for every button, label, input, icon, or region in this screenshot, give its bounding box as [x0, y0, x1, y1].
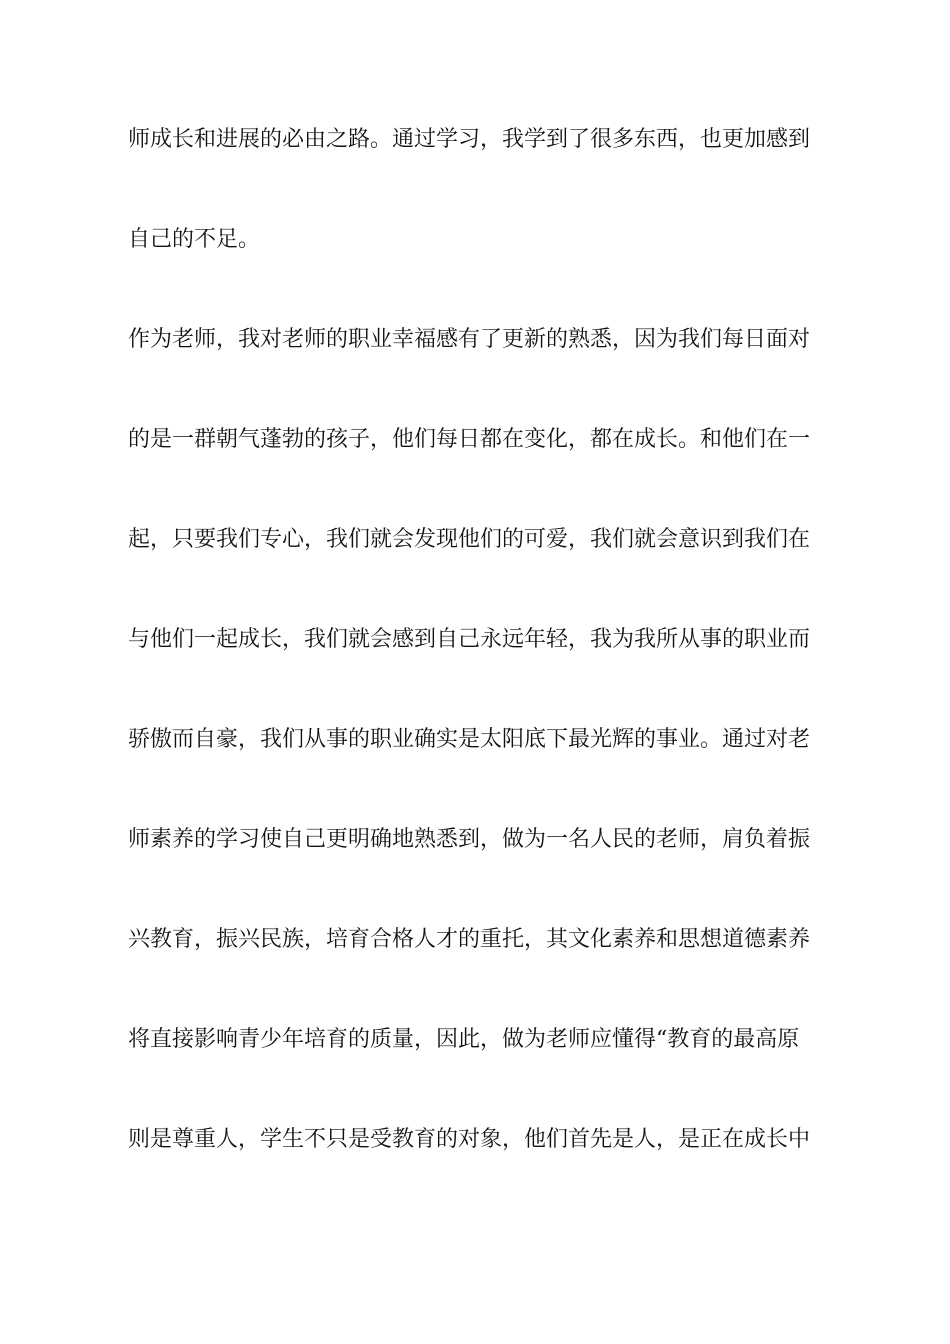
text-line: 兴教育，振兴民族，培育合格人才的重托，其文化素养和思想道德素养: [128, 927, 811, 952]
text-line: 将直接影响青少年培育的质量，因此，做为老师应懂得“教育的最高原: [128, 1027, 800, 1052]
text-line: 的是一群朝气蓬勃的孩子，他们每日都在变化，都在成长。和他们在一: [128, 427, 811, 452]
text-line: 则是尊重人，学生不只是受教育的对象，他们首先是人，是正在成长中: [128, 1127, 811, 1152]
text-line: 师素养的学习使自己更明确地熟悉到，做为一名人民的老师，肩负着振: [128, 827, 811, 852]
document-body: [128, 120, 828, 1220]
text-line: 作为老师，我对老师的职业幸福感有了更新的熟悉，因为我们每日面对: [128, 327, 811, 352]
text-line: 师成长和进展的必由之路。通过学习，我学到了很多东西，也更加感到: [128, 127, 811, 152]
text-line: 骄傲而自豪，我们从事的职业确实是太阳底下最光辉的事业。通过对老: [128, 727, 811, 752]
text-line: 自己的不足。: [128, 227, 261, 252]
text-line: 起，只要我们专心，我们就会发现他们的可爱，我们就会意识到我们在: [128, 527, 811, 552]
text-line: 与他们一起成长，我们就会感到自己永远年轻，我为我所从事的职业而: [128, 627, 811, 652]
